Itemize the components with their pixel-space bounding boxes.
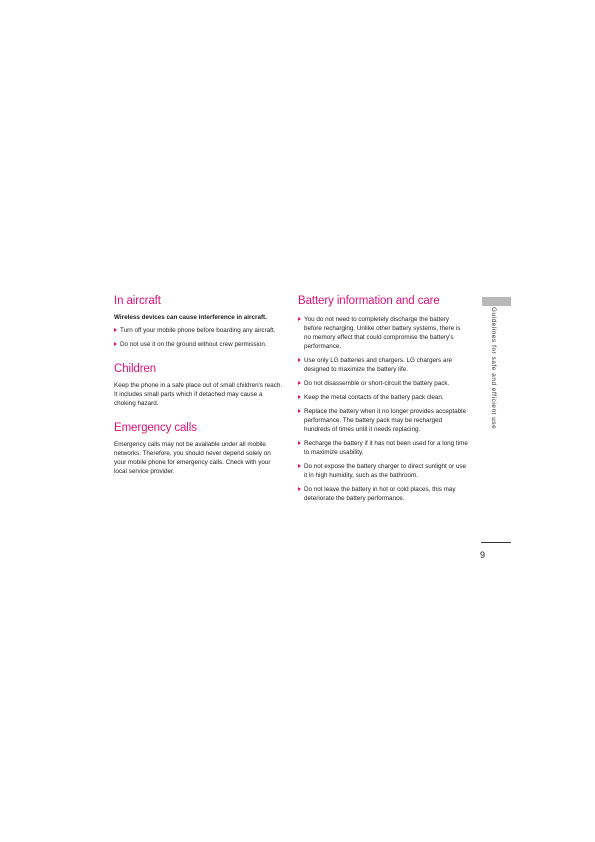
side-section-label: Guidelines for safe and efficient use	[490, 307, 497, 430]
page-number-rule	[481, 542, 511, 543]
list-item-text: Recharge the battery if it has not been used for a long time to maximize usability.	[304, 440, 468, 456]
list-item-text: Turn off your mobile phone before boarding any aircraft.	[120, 327, 276, 334]
bullet-arrow-icon	[114, 328, 117, 332]
bullet-arrow-icon	[298, 395, 301, 399]
list-item	[298, 356, 468, 374]
emergency-section	[114, 420, 284, 476]
list-item-text: Do not leave the battery in hot or cold places, this may deteriorate the battery performance.	[304, 486, 456, 502]
list-item	[298, 485, 468, 503]
section-tab-marker	[482, 297, 511, 306]
list-item	[298, 462, 468, 480]
right-column	[298, 293, 468, 508]
list-item-text: Replace the battery when it no longer provides acceptable performance. The battery pack may be recharged hundreds of times until it needs replacing.	[304, 408, 467, 433]
children-heading: Children	[114, 363, 157, 375]
list-item-text: You do not need to completely discharge the battery before recharging. Unlike other battery systems, there is no memory effect that could compromise the battery's performance.	[304, 316, 461, 350]
list-item-text: Do not disassemble or short-circuit the battery pack.	[304, 380, 450, 387]
bullet-arrow-icon	[298, 317, 301, 321]
page-number: 9	[480, 550, 486, 560]
battery-heading: Battery information and care	[298, 295, 440, 307]
list-item-text: Use only LG batteries and chargers. LG chargers are designed to maximize the battery life.	[304, 357, 453, 373]
aircraft-list	[114, 326, 284, 349]
aircraft-section	[114, 293, 284, 349]
bullet-arrow-icon	[298, 487, 301, 491]
list-item	[298, 379, 468, 388]
list-item-text: Do not use it on the ground without crew permission.	[120, 341, 267, 348]
aircraft-lead: Wireless devices can cause interference in aircraft.	[114, 314, 267, 321]
aircraft-heading: In aircraft	[114, 295, 161, 307]
list-item-text: Do not expose the battery charger to direct sunlight or use it in high humidity, such as the bathroom.	[304, 463, 467, 479]
list-item	[298, 407, 468, 434]
list-item	[298, 393, 468, 402]
children-body: Keep the phone in a safe place out of small children's reach. It includes small parts which if detached may cause a choking hazard.	[114, 382, 283, 407]
bullet-arrow-icon	[298, 381, 301, 385]
battery-list	[298, 315, 468, 503]
list-item	[298, 315, 468, 351]
bullet-arrow-icon	[298, 358, 301, 362]
list-item	[114, 326, 284, 335]
bullet-arrow-icon	[298, 409, 301, 413]
left-column	[114, 293, 284, 488]
bullet-arrow-icon	[114, 342, 117, 346]
bullet-arrow-icon	[298, 441, 301, 445]
list-item-text: Keep the metal contacts of the battery pack clean.	[304, 394, 444, 401]
list-item	[114, 340, 284, 349]
bullet-arrow-icon	[298, 464, 301, 468]
list-item	[298, 439, 468, 457]
emergency-body: Emergency calls may not be available under all mobile networks. Therefore, you should never depend solely on your mobile phone for emergency calls. Check with your local service provider.	[114, 441, 271, 475]
children-section	[114, 361, 284, 408]
emergency-heading: Emergency calls	[114, 422, 197, 434]
